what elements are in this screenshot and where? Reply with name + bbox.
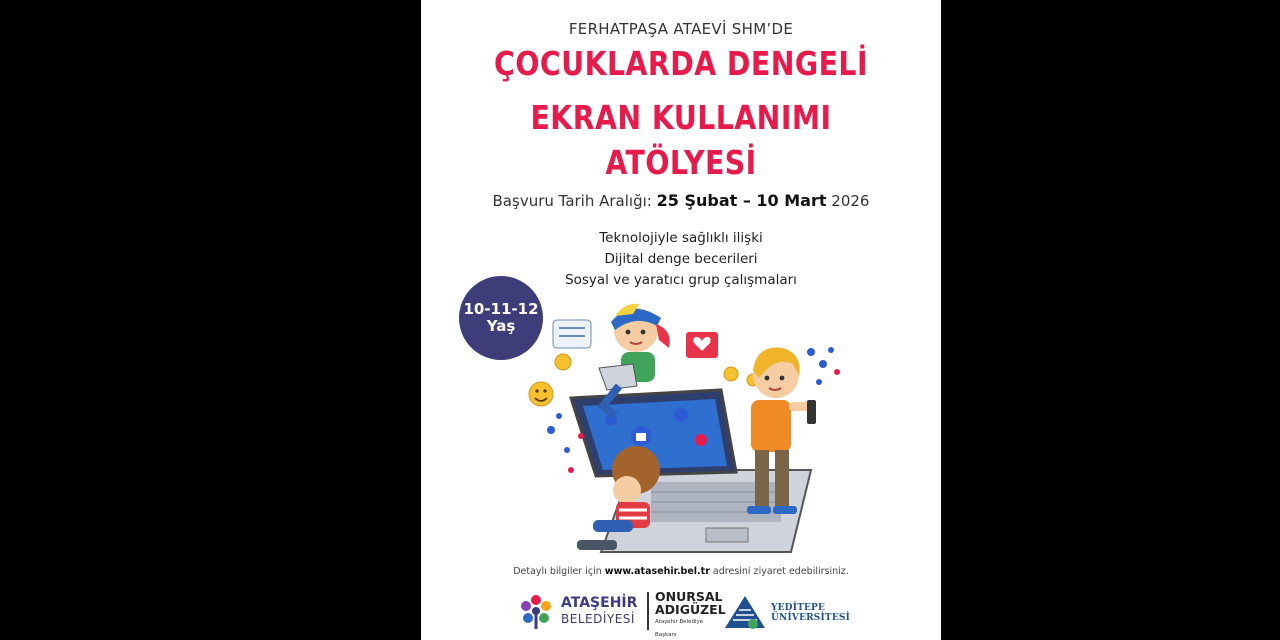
topic-item: Sosyal ve yaratıcı grup çalışmaları <box>565 272 797 288</box>
yeditepe-line-2: ÜNİVERSİTESİ <box>771 613 850 623</box>
title-line-1: ÇOCUKLARDA DENGELİ <box>494 44 868 83</box>
heart-icon <box>686 332 718 358</box>
footer-prefix: Detaylı bilgiler için <box>513 566 602 577</box>
footer-suffix: adresini ziyaret edebilirsiniz. <box>712 566 849 577</box>
topic-item: Dijital denge becerileri <box>604 251 758 267</box>
website-link[interactable]: www.atasehir.bel.tr <box>604 566 710 577</box>
atasehir-sub: BELEDİYESİ <box>561 612 635 626</box>
mayor-signature <box>655 589 726 640</box>
yeditepe-mountain-icon <box>723 594 767 630</box>
yeditepe-name <box>771 603 850 623</box>
poster <box>421 0 941 640</box>
mayor-title: Ataşehir Belediye Başkanı <box>655 619 704 638</box>
mayor-first-name: ONURSAL <box>655 589 723 604</box>
kids-laptop-illustration <box>511 290 851 560</box>
atasehir-name: ATAŞEHİR <box>561 595 638 611</box>
topic-item: Teknolojiyle sağlıklı ilişki <box>599 230 763 246</box>
yeditepe-logo <box>723 594 849 630</box>
smile-emoji-icon <box>529 382 553 406</box>
footer-info <box>421 566 941 577</box>
dates-label: Başvuru Tarih Aralığı: <box>492 192 652 210</box>
atasehir-flower-icon <box>517 592 555 630</box>
dates-value: 25 Şubat – 10 Mart <box>656 191 827 210</box>
chat-bubble-icon <box>553 320 591 348</box>
application-dates <box>421 191 941 210</box>
sponsor-logos <box>421 589 941 638</box>
title-line-2: EKRAN KULLANIMI <box>530 98 832 137</box>
logo-divider <box>647 592 649 630</box>
title-line-3: ATÖLYESİ <box>605 143 757 182</box>
organizer-text: FERHATPAŞA ATAEVİ SHM’DE <box>568 20 794 38</box>
like-icon <box>631 426 651 446</box>
dates-year: 2026 <box>831 192 870 210</box>
age-label: Yaş <box>486 317 516 335</box>
yeditepe-line-1: YEDİTEPE <box>771 603 826 613</box>
mayor-last-name: ADIGÜZEL <box>655 602 726 617</box>
age-range: 10-11-12 <box>463 300 539 318</box>
atasehir-logo <box>517 590 642 632</box>
